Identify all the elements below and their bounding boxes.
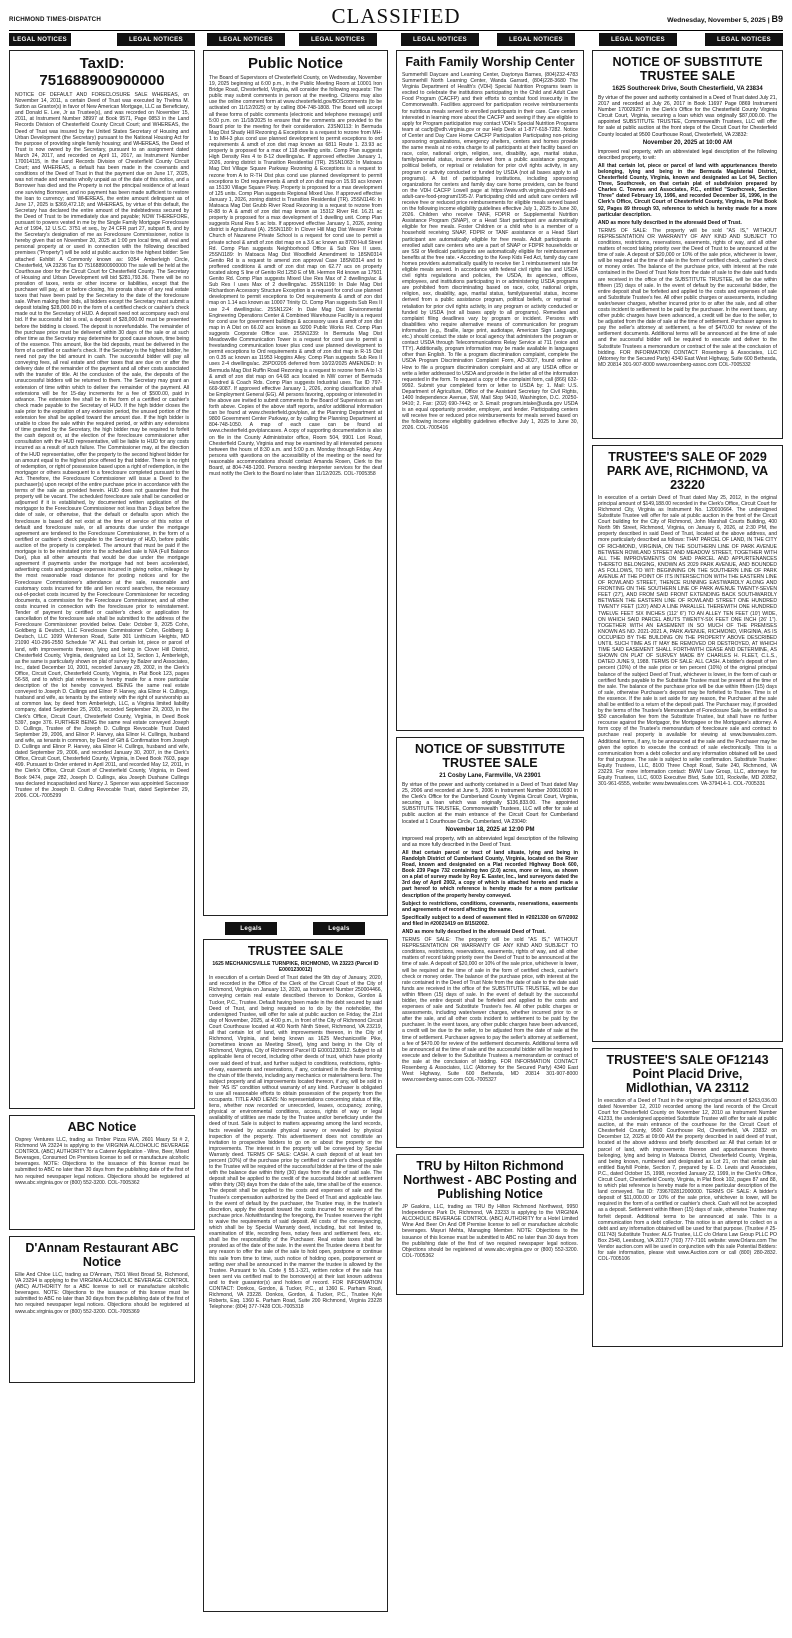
notice-body: Osprey Ventures LLC, trading as Timber Pizza RVA, 2601 Maury St # 2, Richmond VA 23224 is applying to the VIRGINIA ALCOHOLIC BEVERAGE CONTROL (ABC) AUTHORITY for a Caterer Application - Wine, Beer, Mixed Beverages, Consumed On Premises license to sell or manufacture alcoholic beverages. NOTE: Objections to the issuance of this license must be submitted to ABC no later than 30 days from the publishing date of the first of two required newspaper legal notices. Objections should be registered at www.abc.virginia.gov or (800) 552-3200. COL-7005362 (15, 1137, 189, 1186)
notice-paragraph: improved real property, with an abbreviated legal description of the following described property, to wit: (598, 148, 777, 161)
point-placid-trustee-notice (592, 1048, 783, 1347)
notice-body: TERMS OF SALE: The property will be sold "AS IS," WITHOUT REPRESENTATION OR WARRANTY OF ANY KIND AND SUBJECT TO conditions, restrictions, reservations, easements, rights of way, and all other matters of record taking priority over the Deed of Trust to be announced at the time of sale. A deposit of $20,000 or 10% of the sale price, whichever is lower, will be required at the time of sale in the form of certified check, cashier's check or money order. The balance of the purchase price, with interest at the rate contained in the Deed of Trust Note from the date of sale to the date said funds are received in the office of the SUBSTITUTE TRUSTEE, will be due within fifteen (15) days of sale. In the event of default by the successful bidder, the entire deposit shall be forfeited and applied to the costs and expenses of sale and Substitute Trustee's fee. All other public charges or assessments, including water/sewer charges, whether incurred prior to or after the sale, and all other costs incident to settlement to be paid by the purchaser. In the event taxes, any other public charges have been advanced, a credit will be due to the seller, to be adjusted from the date of sale at the time of settlement. Purchaser agrees to pay the seller's attorney at settlement, a fee of $470.00 for review of the settlement documents. Additional terms will be announced at the time of sale and the successful bidder will be required to execute and deliver to the Substitute Trustees a memorandum or contract of the sale at the conclusion of bidding. FOR INFORMATION CONTACT Rosenberg & Associates, LLC (Attorney for the Secured Party) 4340 East West Highway, Suite 600 Bethesda, MD 20814 301-907-8000 www.rosenberg-assoc.com COL-7005327 (402, 937, 578, 1084)
notice-body-wrap (209, 75, 382, 911)
notice-body: The Board of Supervisors of Chesterfield County, on Wednesday, November 19, 2025 beginning at 6:00 p.m., in the Public Meeting Room at 10001 Iron Bridge Road, Chesterfield, Virginia, will consider the following requests: The public may submit comments in person at the meeting. Citizens may also use the online comment form at www.chesterfield.gov/BOScomments (to be activated on 11/12/2025) or by calling 804-748-1808. The Board will accept all these forms of public comments (electronic and telephone message) until 5:00 p.m. on 11/18/2025 to ensure that the comments are provided to the Board prior to the meeting for their consideration. 23SN0113: In Bermuda Mag Dist Shady Hill Rezoning & Exceptions is a request to rezone from MH-1 to MH-3 plus cond use planned development to permit exceptions to ord requirements & amdt of zon dist map known as 6811 Route 1. 23.93 ac property is proposed for a max of 118 dwelling units. Comp Plan suggests High Density Res 4 to 8-12 dwellings/ac. If approved effective January 1, 2026, zoning district is Transition Residential (TR). 25SN1063: In Matoaca Mag Dist Village Square Parkway Rezoning & Exceptions is a request to rezone from A to R-TH Dist plus cond use planned development to permit exceptions to Ord requirements & amdt of zon dist map on 15.93 acs known as 15130 Village Square Pkwy. Property is proposed for a max development of 125 units. Comp Plan suggests Regional Mixed Use. If approved effective January 1, 2026, zoning district is Transition Residential (TR). 25SN1146: In Matoaca Mag Dist Grubb River Road Rezoning is a request to rezone from R-88 to A & amdt of zon dist map known as 15312 River Rd. 16.21 ac property is proposed for a max development of 1 dwelling unit. Comp Plan suggests Rural Res 5 ac lots. If approved effective January 1, 2026, zoning district is Agricultural (A). 25SN1180: In Clover Hill Mag Dist Weaver Pointe Church of Nazarene Private School is a request for cond use to permit a private school & amdt of zon dist map on a 3.6 ac known as 8700 Hull Street Rd. Comp Plan suggests Neighborhood Office & Sub Res II uses. 25SN1189: In Matoaca Mag Dist Woodfield Amendment to 18SN0314 Genito Rd is a request to amend zon approval Case 18SN0314 and to proffered conditions & amdt of zon dist map on 62.77 acs on property located along S line of Genito Rd 1250 E of Mt. Hermon Rd known as 17501 Genito Rd. Comp Plan suggests Mixed Use Res Max of 2 dwellings/ac & Sub Res I uses Max of 2 dwellings/ac. 25SN1199: In Dale Mag Dist Richardson Accessory Structure Exception is a request for cond use planned development to permit exceptions to Ord requirements & amdt of zon dist map on 1.14 acs known as 10007 Trinity Ct. Comp Plan suggests Sub Res II use 2-4 dwellings/ac. 25SN1224: In Dale Mag Dist Environmental Engineering Operations Center & Combined Warehouse Facility is a request for cond use for government buildings & accessory uses & amdt of zon dist map in A Dist on 66.02 acs known as 9200 Public Works Rd. Comp Plan suggests Corporate Office use. 25SN1239: In Bermuda Mag Dist Meadowville Communication Tower is a request for cond use to permit a freestanding communication tower plus cond use planned development to permit exceptions to Ord requirements & amdt of zon dist map in R-15 Dist on 0.35 ac known as 11953 Hoggins Alley. Comp Plan suggests Sub Res II uses 2-4 dwellings/ac. 25PD0205 deferred from 10/22/2025 AMENDED: In Bermuda Mag Dist Ruffin Road Rezoning is a request to rezone from A to I-3 & amdt of zon dist map on 64.68 acs located in NW corner of Bermuda Hundred & Coach Rds. Comp Plan suggests Industrial uses. Tax ID 797-669-9087. If approved effective January 1, 2026, zoning classification shall be Employment General (EG). All persons favoring, opposing or interested in the above are invited to submit comments to the Board of Supervisors as set forth above. Copies of the above staff reports, and/or additional information can be found at www.chesterfield.gov/plan, at the Planning Department at 9800 Government Center Parkway, or by calling the Planning Department at 804-748-1050. A map of each case can be found at www.chesterfield.gov/plancases. A copy of supporting documentation is also on file in the County Administrator office, Room 504, 9901 Lori Road, Chesterfield County, Virginia and may be examined by all interested persons between the hours of 8:30 a.m. and 5:00 p.m. Monday through Friday. Any persons with questions on the accessibility of the meeting or the need for reasonable accommodations should contact Amanda Rosen, Clerk to the Board, at 804-748-1200. Persons needing interpreter services for the deaf must notify the Clerk to the Board no later than 11/12/2025. COL-7005358 (209, 75, 382, 478)
legal-description: AND as more fully described in the aforesaid Deed of Trust. (598, 219, 742, 226)
notice-title: TaxID: 751688900900000 (39, 55, 165, 89)
notice-body: In execution of a certain Deed of Trust dated the 9th day of January, 2020, and recorded in the Office of the Clerk of the Circuit Court of the City of Richmond, Virginia on January 13, 2020, as Instrument Number 250004466, conveying certain real estate described thereon to Donkos, Gordon & Tucker, P.C., Trustee. Default having been made in the debt secured by said Deed of Trust, and being required so to do by the noteholder, the undersigned Trustee, will offer for sale at public auction on Friday, the 21st day of November, 2025, at 4:00 p.m., in front of the City of Richmond Circuit Court Courthouse located at 400 North Ninth Street, Richmond, VA 23219, all that certain lot of land, with improvements thereon, in the City of Richmond, Virginia, and being known as 1625 Mechanicsville Pike, (sometimes known as Meeting Street), lying and being in the City of Richmond, Virginia, City of Richmond Parcel ID E0001230012. Subject to all applicable liens of record, including other deeds of trust, which have priority over said deed of trust, and further subject to conditions, restrictions, rights-of-way, easements and reservations, if any, contained in the deeds forming the chain of title thereto, including any mechanics or materialmens liens. The subject property and all improvements located thereon, if any, will be sold in their "AS IS" condition without warranty of any kind. Purchaser is obligated to use all reasonable efforts to obtain possession of the property from the occupants. TITLE AND LIENS: No representations concerning status of title, liens, whether now recorded or unrecorded, leases, occupancy, zoning, physical or environmental conditions, access, rights of way or legal availability of utilities are made by the Trustee and/or beneficiary under the deed of trust. Sale is subject to matters appearing among the land records, facts revealed by accurate physical survey or revealed by physical inspection of the property. This advertisement does not constitute an invitation to prospective bidders to go on or about the property or the improvements. The interest in the property will be conveyed by Special Warranty deed. TERMS OF SALE: CASH. A cash deposit of at least ten percent (10%) of the purchase price by certified or cashier's check payable to the Trustee will be required of the successful bidder at the time of the sale with the balance due within thirty (30) days from the date of said sale. The deposit shall be applied to the credit of the successful bidder at settlement within thirty (30) days from the date of the sale, time shall be of the essence. The deposit shall be applied to the costs and expenses of sale and the Trustee's compensation authorized by the Deed of Trust and applicable law. In the event of default by the purchaser, the Trustee may, in the trustee's discretion, apply the deposit toward the costs incurred for recovery of the purchase price. Notwithstanding the foregoing, the Trustee reserves the right to waive the requirements of said deposit. All costs of the conveyancing, which shall be by Special Warranty deed, including, but not limited to, examination of title, recording fees, notary fees and settlement fees, etc. shall be the responsibility of the Purchaser. Real estate taxes shall be prorated as of the date of the sale. In the event the Trustee deems it best for any reason to offer the sale of the sale to hold open, postpone or continue this sale from time to time, such notice of holding open, postponement or setting over shall be announced in the manner the trustee is allowed by the Trustee. Pursuant to Va. Code § 55.1-321, written notice of the sale has been sent via certified mail to the borrower(s) at their last known address and to their guarantor(s) and holders of record. FOR INFORMATION CONTACT: Donkos, Gordon, & Tucker, P.C., at 1360 E. Parham Road, Richmond, VA 23228. Donkos, Gordon, & Tucker, P.C., Trustee Kyle Roberts, Esq. 1360 E. Parham Road, Suite 200 Richmond, Virginia 23228 Telephone: (804) 377-7428 COL-7005318 (209, 975, 382, 1311)
notice-title: Public Notice (247, 55, 344, 72)
substitute-trustee-notice (592, 50, 783, 439)
legals-bars (203, 922, 388, 935)
notice-body-wrap (209, 975, 382, 1607)
notice-body-wrap (598, 495, 777, 1037)
legal-notices-bar: LEGAL NOTICES (117, 33, 195, 46)
column-3 (396, 50, 584, 1301)
legal-notices-bar: LEGAL NOTICES (497, 33, 575, 46)
notice-body-wrap (402, 1204, 578, 1290)
masthead-rule (9, 30, 783, 31)
notice-title: D'Annam Restaurant ABC Notice (25, 1241, 179, 1269)
substitute-trustee-notice (396, 737, 584, 1148)
abc-notice (9, 1115, 195, 1230)
notice-title: ABC Notice (67, 1120, 137, 1134)
faith-family-notice (396, 50, 584, 731)
notice-body: Summerhill Daycare and Learning Center, Daytonya Barnes, (804)232-4783 Summerhill North Learning Center, Wanda Garrard, (804)228-3680 The Virginia Department of Health's (VDH) Special Nutrition Programs team is excited to celebrate the institutions participating in the Child and Adult Care Food Program (CACFP) and their efforts to combat food insecurity in the Commonwealth. Facilities approved for participation receive reimbursements for nutritious meals served to enrolled participants in their care. Care centers interested in learning more about the CACFP and seeing if they are eligible to apply for Program participation may contact VDH's Special Nutrition Programs team at cacfp@vdh.virginia.gov or our Help Desk at 1-877-618-7282. Notice of Center and Day Care Home CACFP Participation Participating non-pricing sponsoring organizations, emergency shelters, centers and homes provide the same meals at no extra charge to all participants at their facility based on race, color, national origin, religion, sex, disability, age, marital status, family/parental status, income derived from a public assistance program, political beliefs, or reprisal or retaliation for prior civil rights activity, in any program or activity conducted or funded by USDA (not all bases apply to all programs). A list of participating institutions, including sponsoring organizations for centers and family day care home providers, can be found on the VDH CACFP Lowell page at https://www.vdh.virginia.gov/child-and-adult-care-food-program/195-2/. Participating child and adult care centers will receive free or reduced price reimbursements for eligible meals served based on the following income eligibility guidelines effective July 1, 2025 to June 30, 2026. Children who receive TANF, FDPIR or Supplemental Nutrition Assistance Program (SNAP), or a Head Start participant are automatically eligible for free meals. Foster Children or a child who is a member of a household receiving SNAP, FDPIR or TANF assistance or a Head Start participant are automatically eligible for free meals. Adult participants at enrolled adult care centers who are a part of SNAP or FDPIR households or are SSI or Medicaid participants are automatically eligible for reimbursement benefits at the free rate. • According to the Keep Kids Fed Act, family day care homes providers automatically qualify to receive tier 1 reimbursement rate for eligible meals served. In accordance with federal civil rights law and USDA civil rights regulations and policies, the USDA, its agencies, offices, employees, and institutions participating in or administering USDA programs are prohibited from discriminating based on race, color, national origin, religion, sex, disability, age, marital status, family/parental status, income derived from a public assistance program, political beliefs, or reprisal or retaliation for prior civil rights activity, in any program or activity conducted or funded by USDA (not all bases apply to all programs). Remedies and complaint filing deadlines vary by program or incident. Persons with disabilities who require alternative means of communication for program information (e.g., Braille, large print, audiotape, American Sign Language, etc.) should contact the state or local agency that administers the program or contact USDA through Telecommunications Relay Service at 711 (voice and TTY). Additionally, program information may be made available in languages other than English. To file a program discrimination complaint, complete the USDA Program Discrimination Complaint Form, AD-3027, found online at How to file a program discrimination complaint and at any USDA office or write a letter addressed to USDA and provide in the letter all of the information requested in the form. To request a copy of the complaint form, call (866) 632-9992. Submit your completed form or letter to USDA by: 1. Mail: U.S. Department of Agriculture, Office of the Assistant Secretary for Civil Rights, 1400 Independence Avenue, SW, Mail Stop 9410, Washington, D.C. 20250-9410; 2. Fax: (202) 690-7442; or 3. Email: program.intake@usda.gov USDA is an equal opportunity provider, employer, and lender. Participating centers will receive free or reduced price reimbursements for meals served based on the following income eligibility guidelines effective July 1, 2025 to June 30, 2026. COL-7005416 (402, 72, 578, 432)
notice-title: TRUSTEE SALE (247, 944, 344, 958)
legals-bar: Legals (313, 922, 365, 935)
trustee-sale-notice (203, 939, 388, 1612)
legal-description: AND as more fully described in the aforesaid Deed of Trust. (402, 928, 546, 935)
notice-title: TRUSTEE'S SALE OF 2029 PARK AVE, RICHMOND, VA 23220 (606, 449, 769, 492)
property-address: 1625 Southcreek Drive, South Chesterfield, VA 23834 (612, 86, 763, 92)
notice-title: NOTICE OF SUBSTITUTE TRUSTEE SALE (612, 55, 763, 83)
property-address: 21 Cosby Lane, Farmville, VA 23901 (439, 773, 541, 779)
public-notice (203, 50, 388, 916)
issue-date: Wednesday, November 5, 2025 (667, 17, 766, 24)
notice-body-wrap (402, 72, 578, 726)
notice-body-wrap (15, 1137, 189, 1225)
notice-paragraph: improved real property, with an abbreviated legal description of the following and as more fully described in the Deed of Trust. (402, 835, 578, 848)
sale-date: November 20, 2025 at 10:00 AM (642, 139, 733, 146)
date-page: Wednesday, November 5, 2025 | B9 (667, 14, 783, 24)
legal-description: All that certain parcel or tract of land situate, lying and being in Randolph District of Cumberland County, Virginia, located on the River Road, known and designated on a Plat recorded Highway Book 600, Book 239 Page 732 containing two (2.0) acres, more or less, as shown on a plat of survey made by Roy E. Easter, Inc., land surveyors dated the 3rd day of April 2002, a copy of which is attached hereto and made a part hereof to which reference is hereby made for a more particular description of the property hereby conveyed. (402, 849, 578, 899)
legal-notices-bar: LEGAL NOTICES (599, 33, 677, 46)
notice-title: Faith Family Worship Center (405, 55, 575, 69)
page-number: B9 (771, 14, 783, 24)
taxid-notice (9, 50, 195, 1109)
column-4 (592, 50, 783, 1353)
notice-body: JP Gaskins, LLC, trading as TRU By Hilton Richmond Northwest, 9950 Independence Park Dr, Richmond, VA 23233 is applying to the VIRGINIA ALCOHOLIC BEVERAGE CONTROL (ABC) AUTHORITY for a Hotel Limited Wine And Beer On And Off Premise license to sell or manufacture alcoholic beverages. Mayuri Mehta, Managing Member. NOTE: Objections to the issuance of this license must be submitted to ABC no later than 30 days from the publishing date of the first of two required newspaper legal notices. Objections should be registered at www.abc.virginia.gov or (800) 552-3200. COL-7005362 (402, 1204, 578, 1259)
dannam-notice (9, 1236, 195, 1383)
tru-hilton-notice (396, 1154, 584, 1295)
legal-notices-bar: LEGAL NOTICES (401, 33, 479, 46)
legals-bar: Legals (225, 922, 277, 935)
notice-body: Ellie And Chloe LLC, trading as D'Annam, 7501 West Broad St, Richmond, VA 23294 is applying to the VIRGINIA ALCOHOLIC BEVERAGE CONTROL (ABC) AUTHORITY for a ABC license to sell or manufacture alcoholic beverages. NOTE: Objections to the issuance of this license must be submitted to ABC no later than 30 days from the publishing date of the first of two required newspaper legal notices. Objections should be registered at www.abc.virginia.gov or (800) 552-3200. COL-7005369 (15, 1272, 189, 1315)
legal-notices-bar: LEGAL NOTICES (207, 33, 285, 46)
legal-description: Subject to restrictions, conditions, covenants, reservations, easements and agreements of record affecting the same. (402, 900, 578, 913)
notice-body-wrap (15, 92, 189, 1104)
legal-description: All that certain lot, piece or parcel of land with appurtenances thereto belonging, lying and being in the Bermuda Magisterial District, Chesterfield County, Virginia, known and designated as Lot 94, Section Three, Southcreek, on that certain plat of subdivision prepared by Charles C. Townes and Associates, P.C., entitled "Southcreek, Section Three" dated February 19, 1996, and recorded December 16, 1996, in the Clerk's Office, Circuit Court of Chesterfield County, Virginia, in Plat Book 92, Pages 89 through 93, reference to which is hereby made for a more particular description. (598, 162, 777, 218)
section-bars (9, 33, 783, 46)
notice-paragraph: By virtue of the power and authority contained in a Deed of Trust dated May 25, 2006 and recorded at June 5, 2006 in Instrument Number 200610030 in the Clerk's Office for the Cumberland County Virginia Circuit Court, Virginia, securing a loan which was originally $136,833.00. The appointed SUBSTITUTE TRUSTEE, Commonwealth Trustees, LLC will offer for sale at public auction at the main entrance of the Circuit Court for Cumberland located at 1 Courthouse Circle, Cumberland, VA 23040: (402, 782, 578, 825)
section-title: CLASSIFIED (331, 4, 461, 28)
notice-body-wrap (402, 937, 578, 1143)
notice-body-wrap (598, 1098, 777, 1342)
legal-notices-bar: LEGAL NOTICES (299, 33, 377, 46)
park-ave-trustee-notice (592, 445, 783, 1042)
notice-title: NOTICE OF SUBSTITUTE TRUSTEE SALE (415, 742, 565, 770)
notice-title: TRU by Hilton Richmond Northwest - ABC Posting and Publishing Notice (403, 1159, 577, 1202)
newspaper-name: RICHMOND TIMES-DISPATCH (9, 16, 102, 23)
notice-title: TRUSTEE'S SALE OF12143 Point Placid Drive, Midlothian, VA 23112 (606, 1052, 769, 1095)
notice-paragraph: By virtue of the power and authority contained in a Deed of Trust dated July 21, 2017 and recorded at July 26, 2017 in Book 11697 Page 0869 Instrument Number 170029257 in the Clerk's Office for the Chesterfield County Virginia Circuit Court, Virginia, securing a loan which was originally $87,000.00. The appointed SUBSTITUTE TRUSTEE, Commonwealth Trustees, LLC will offer for sale at public auction at the front steps of the Circuit Court for Chesterfield County located at 9500 Courthouse Road, Chesterfield, VA 23832: (598, 95, 777, 138)
property-address: 1625 MECHANICSVILLE TURNPIKE, RICHMOND, VA 23223 (Parcel ID E0001230012) (212, 961, 379, 974)
notice-body: TERMS OF SALE: The property will be sold "AS IS," WITHOUT REPRESENTATION OR WARRANTY OF ANY KIND AND SUBJECT TO conditions, restrictions, reservations, easements, rights of way, and all other matters of record taking priority over the Deed of Trust to be announced at the time of sale. A deposit of $20,000 or 10% of the sale price, whichever is lower, will be required at the time of sale in the form of certified check, cashier's check or money order. The balance of the purchase price, with interest at the rate contained in the Deed of Trust Note from the date of sale to the date said funds are received in the office of the SUBSTITUTE TRUSTEE, will be due within fifteen (15) days of sale. In the event of default by the successful bidder, the entire deposit shall be forfeited and applied to the costs and expenses of sale and Substitute Trustee's fee. All other public charges or assessments, including water/sewer charges, whether incurred prior to or after the sale, and all other costs incident to settlement to be paid by the purchaser. In the event taxes, any other public charges have been advanced, a credit will be due to the seller, to be adjusted from the date of sale at the time of settlement. Purchaser agrees to pay the seller's attorney at settlement, a fee of $470.00 for review of the settlement documents. Additional terms will be announced at the time of sale and the successful bidder will be required to execute and deliver to the Substitute Trustees a memorandum or contract of the sale at the conclusion of bidding. FOR INFORMATION CONTACT Rosenberg & Associates, LLC (Attorney for the Secured Party) 4340 East West Highway, Suite 600 Bethesda, MD 20814 301-907-8000 www.rosenberg-assoc.com COL-7005332 (598, 227, 777, 368)
legal-description: Specifically subject to a deed of easement filed in #2021330 on 6/7/2002 and filed in #20021419 on 8/15/2002. (402, 914, 578, 927)
sale-date: November 18, 2025 at 12:00 PM (445, 826, 535, 833)
notice-body: NOTICE OF DEFAULT AND FORECLOSURE SALE WHEREAS, on November 14, 2011, a certain Deed of Trust was executed by Thelma M. Sutton as Grantor(s) in favor of New American Mortgage, LLC as Beneficiary, and Donald E. Lee, Jr as Trustee(s), and was recorded on November 15, 2011, at Instrument Number 38997 at Book 9571, Page 0853 in the Land Records Division of Chesterfield County Circuit Court; and WHEREAS, the Deed of Trust was insured by the United States Secretary of Housing and Urban Development (the Secretary) pursuant to the National Housing Act for the purpose of providing single family housing; and WHEREAS, the Deed of Trust is now owned by the Secretary, pursuant to an assignment dated March 24, 2017, and recorded on April 11, 2017, as Instrument Number 170014115, in the Land Records Division of Chesterfield County Circuit Court; and WHEREAS, a default has been made in the covenants and conditions of the Deed of Trust in that the payment due on June 17, 2025, was not made and remains wholly unpaid as of the date of this notice, and a Borrower has died and the Property is not the principal residence of at least one surviving Borrower, and no payment has been made sufficient to restore the loan to currency; and WHEREAS, the entire amount delinquent as of June 17, 2025 is $369,472.18; and WHEREAS, by virtue of this default, the Secretary has declared the entire amount of the indebtedness secured by the Deed of Trust to be immediately due and payable; NOW THEREFORE, pursuant to powers vested in me by the Single Family Mortgage Foreclosure Act of 1994, 12 U.S.C. 3751 et seq., by 24 CFR part 27, subpart B, and by the Secretary's designation of me as Foreclosure Commissioner, notice is hereby given that on November 20, 2025 at 1:00 pm local time, all real and personal property at or used in connection with the following described premises ("Property") will be sold at public auction to the highest bidder: See attached Exhibit A Commonly known as: 9354 Amberleigh Circle, Chesterfield, VA 23236 Tax ID 751688900900000 The sale will be held at the Courthouse door for the Circuit Court for Chesterfield County. The Secretary of Housing and Urban Development will bid $281,793.36. There will be no proration of taxes, rents or other income or liabilities, except that the purchaser will pay, at or before closing, his prorata share of any real estate taxes that have been paid by the Secretary to the date of the foreclosure sale. When making their bids, all bidders except the Secretary must submit a deposit totaling $28,000.00 in the form of a certified check or cashier's check made out to the Secretary of HUD. A deposit need not accompany each oral bid. If the successful bid is oral, a deposit of $28,000.00 must be presented before the bidding is closed. The deposit is nonrefundable. The remainder of the purchase price must be delivered within 30 days of the sale or at such other time as the Secretary may determine for good cause shown, time being of the essence. This amount, like the bid deposits, must be delivered in the form of a certified or cashier's check. If the Secretary is the highest bidder, he need not pay the bid amount in cash. The successful bidder will pay all conveying fees, all real estate and other taxes that are due on or after the delivery date of the remainder of the payment and all other costs associated with the transfer of title. At the conclusion of the sale, the deposits of the unsuccessful bidders will be returned to them. The Secretary may grant an extension of time within which to deliver the remainder of the payment. All extensions will be for 15-day increments for a fee of $500.00, paid in advance. The extension fee shall be in the form of a certified or cashier's check made payable to the Secretary of HUD. If the high bidder closes the sale prior to the expiration of any extension period, the unused portion of the extension fee shall be applied toward the amount due. If the high bidder is unable to close the sale within the required period, or within any extensions of time granted by the Secretary, the high bidder may be required to forfeit the cash deposit or, at the election of the foreclosure commissioner after consultation with the HUD representative, will be liable to HUD for any costs incurred as a result of such failure. The Commissioner may, at the direction of the HUD representative, offer the property to the second highest bidder for an amount equal to the highest price offered by that bidder. There is no right of redemption, or right of possession based upon a right of redemption, in the mortgagor or others subsequent to a foreclosure completed pursuant to the Act. Therefore, the Foreclosure Commissioner will issue a Deed to the purchaser(s) upon receipt of the entire purchase price in accordance with the terms of the sale as provided herein. HUD does not guarantee that the property will be vacant. The scheduled foreclosure sale shall be cancelled or adjourned if it is established, by documented written application of the mortgagor to the Foreclosure Commissioner not less than 3 days before the date of sale, or otherwise, that the default or defaults upon which the foreclosure is based did not exist at the time of service of this notice of default and foreclosure sale, or all amounts due under the mortgage agreement are tendered to the Foreclosure Commissioner, in the form of a certified or cashier's check payable to the Secretary of HUD, before public auction of the property is completed. The amount that must be paid if the mortgage is to be reinstated prior to the scheduled sale is N/A (Full Balance Due), plus all other amounts that would be due under the mortgage agreement if payments under the mortgage had not been accelerated, advertising costs and postage expenses incurred in giving notice, mileage by the most reasonable road distance for posting notices and for the Foreclosure Commissioner's attendance at the sale, reasonable and customary costs incurred for title and lien record searches, the necessary out-of-pocket costs incurred by the Foreclosure Commissioner for recording documents, a commission for the Foreclosure Commissioner, and all other costs incurred in connection with the foreclosure prior to reinstatement. Tender of payment by certified or cashier's check or application for cancellation of the foreclosure sale shall be submitted to the address of the Foreclosure Commissioner provided below. Date: October 9, 2025 Cohn, Goldberg & Deutsch, LLC Foreclosure Commissioner Cohn, Goldberg & Deutsch, LLC 1099 Winterson Road, Suite 301 Linthicum Heights, MD 21090 410-296-2550 Schedule "A" ALL that certain lot, piece or parcel of land, with improvements thereon, lying and being in Clover Hill District, Chesterfield County, Virginia, designated as Lot 13, Section 1, Amberleigh, as the same is particularly shown on plat of survey by Balzer and Associates, Inc., dated December 10, 2001, recorded January 28, 2002, in the Clerk's Office, Circuit Court, Chesterfield County, Virginia, in Plat Book 123, pages 56-58, and to which plat reference is hereby made for a more particular description of the lot hereby conveyed. BEING the same real estate conveyed to Joseph D. Cullings and Elinor P. Harvey, aka Elinor H. Cullings, husband and wife, as tenants by the entirety with the right of survivorship as at common law, by deed from Amberleigh, LLC, a Virginia limited liability company, dated September 25, 2003, recorded September 29, 2003, in the Clerk's Office, Circuit Court, Chesterfield County, Virginia, in Deed Book 5397, page 376. FURTHER BEING the same real estate conveyed Joseph D. Cullings, Trustee of the Joseph D. Cullings Revocable Trust Dated September 29, 2006, and Elinor P. Harvey, aka Elinor H. Cullings, husband and wife, as tenants in common, by Deed of Gift & Confirmation from Joseph D. Cullings and Elinor P. Harvey, aka Elinor H. Cullings, husband and wife, dated September 29, 2006, and recorded January 30, 2007, in the Clerk's Office, Circuit Court, Chesterfield County, Virginia, in Deed Book 7603, page 499. Pursuant to Order entered in April 2011, and recorded May 12, 2011, in the Clerk's Office, Circuit Court of Chesterfield County, Virginia, in Deed Book 9474, page 282, Joseph D. Cullings, aka Joseph Dushane Cullings was declared incapacitated and Nancy J. Spencer was appointed Successor Trustee of the Joseph D. Culling Revocable Trust, dated September 29, 2006. COL-7005299 (15, 92, 189, 799)
legal-notices-bar: LEGAL NOTICES (705, 33, 783, 46)
notice-body: In execution of a Deed of Trust in the original principal amount of $263,036.00 dated November 12, 2010 recorded among the land records of the Circuit Court for Chesterfield County on November 12, 2010 as Instrument Number 41233, the undersigned appointed Substitute Trustee will offer for sale at public auction, at the main entrance of the courthouse for the Circuit Court of Chesterfield County, 9500 Courthouse Rd, Chesterfield, VA 23832 on December 12, 2025 at 09:00 AM the property described in said deed of trust, located at the above address and briefly described as: All that certain lot or parcel of land, with improvements thereon and appurtenances thereto belonging, lying and being in Matoaca District, Chesterfield County, Virginia, and being known, numbered and designated as Lot 21, on that certain plat entitled Bayhill Pointe, Section 7, prepared by E. D. Lewis and Associates, P.C., dated October 15, 1998, recorded January 22, 1999, in the Clerk's Office, Circuit Court, Chesterfield County, Virginia, in Plat Book 102, pages 87 and 88, to which plat reference is hereby made for a more particular description of the land conveyed. Tax ID: 7396702812000000. TERMS OF SALE: A bidder's deposit of $11,000.00 or 10% of the sale price, whichever is lower, will be required in the form of a certified or cashier's check. Cash will not be accepted as a deposit. Settlement within fifteen (15) days of sale, otherwise Trustee may forfeit deposit. Additional terms to be announced at sale. This is a communication from a debt collector. This notice is an attempt to collect on a debt and any information obtained will be used for that purpose. (Trustee # 25-011743) Substitute Trustee: ALG Trustee, LLC c/o Orlans Law Group PLLC PO Box 2548, Leesburg, VA 20177 (703) 777-7101 website: www.Orlans.com The Vendor auction.com will be used in conjunction with this sale Potential Bidders: for sale information, please visit www.Auction.com or call (800) 280-2832. COL-7005106 (598, 1097, 777, 1263)
notice-body: In execution of a certain Deed of Trust dated May 25, 2012, in the original principal amount of $149,188.00 recorded in the Clerk's Office, Circuit Court for Richmond City, Virginia as Instrument No. 120010664. The undersigned Substitute Trustee will offer for sale at public auction in the front of the Circuit Court building for the City of Richmond, John Marshall Courts Building, 400 North 9th Street, Richmond, Virginia, on January 6, 2026, at 2:30 PM, the property described in said Deed of Trust, located at the above address, and more particularly described as follows: THAT PARCEL OF LAND, IN THE CITY OF RICHMOND, VIRGINIA, ON THE SOUTHERN LINE OF PARK AVENUE BETWEEN ROWLAND STREET AND MEADOW STREET, TOGETHER WITH ALL THE IMPROVEMENTS ON SAID PARCEL AND APPURTENANCES THERETO BELONGING, KNOWN AS 2029 PARK AVENUE, AND BOUNDED AS FOLLOWS, TO WIT: BEGINNING ON THE SOUTHERN LINE OF PARK AVENUE AT THE POINT OF ITS INTERSECTION WITH THE EASTERN LINE OF ROWLAND STREET, THENCE RUNNING EASTWARDLY ALONG AND FRONTING ON THE SOUTHERN LINE OF PARK AVENUE TWENTY-SEVEN FEET (27'), AND FROM SAID FRONT EXTENDING BACK SOUTHWARDLY BETWEEN THE EASTERN LINE OF ROWLAND STREET ONE HUNDRED TWENTY FEET (120') AND A LINE PARALLEL THEREWITH ONE HUNDRED TWELVE FEET SIX INCHES (112' 6") TO AN ALLEY TEN FEET (10') WIDE, ON WHICH SAID PARCEL ABUTS TWENTY-SIX FEET ONE INCH (26' 1"). TOGETHER WITH AN EASEMENT IN SO MUCH OF THE PREMISES KNOWN AS NO. 2021-2021 A, PARK AVENUE, RICHMOND, VIRGINIA, AS IS OCCUPIED BY THE BUILDING ON THE PROPERTY ABOVE DESCRIBED UNTIL SUCH TIME AS IT MAY BE REMOVED OR DESTROYED, AT WHICH TIME SAID EASEMENT SHALL FORTHWITH CEASE AND DETERMINE, AS SHOWN ON PLAT OF SURVEY MADE BY CHARLES H. FLEET, C.L.S., DATED JUNE 9, 1988. TERMS OF SALE: ALL CASH. A bidder's deposit of ten percent (10%) of the sale price or ten percent (10%) of the original principal balance of the subject Deed of Trust, whichever is lower, in the form of cash or certified funds payable to the Substitute Trustee must be present at the time of the sale. The balance of the purchase price will be due within fifteen (15) days of sale, otherwise Purchaser's deposit may be forfeited to Trustee. Time is of the essence. If the sale is set aside for any reason, the Purchaser at the sale shall be entitled to a return of the deposit paid. The Purchaser may, if provided by the terms of the Trustee's Memorandum of Foreclosure Sale, be entitled to a $50 cancellation fee from the Substitute Trustee, but shall have no further recourse against the Mortgagor, the Mortgagee or the Mortgagee's attorney. A form copy of the Trustee's memorandum of foreclosure sale and contract to purchase real property is available for viewing at www.bwwsales.com. Additional terms, if any, to be announced at the sale and the Purchaser may be given the option to execute the contract of sale electronically. This is a communication from a debt collector and any information obtained will be used for that purpose. The sale is subject to seller confirmation. Substitute Trustee: Equity Trustees, LLC, 8100 Three Chopt Road, Suite 240, Richmond, VA 23229. For more information contact: BWW Law Group, LLC, attorneys for Equity Trustees, LLC, 6003 Executive Blvd, Suite 101, Rockville, MD 20852, 301-961-6555, website: www.bwwsales.com. VA-379414-1. COL-7005331 (598, 494, 777, 788)
notice-body-wrap (15, 1272, 189, 1378)
notice-body-wrap (598, 228, 777, 434)
masthead (0, 0, 792, 32)
column-2 (203, 50, 388, 1618)
column-1 (9, 50, 195, 1389)
legal-notices-bar: LEGAL NOTICES (9, 33, 71, 46)
